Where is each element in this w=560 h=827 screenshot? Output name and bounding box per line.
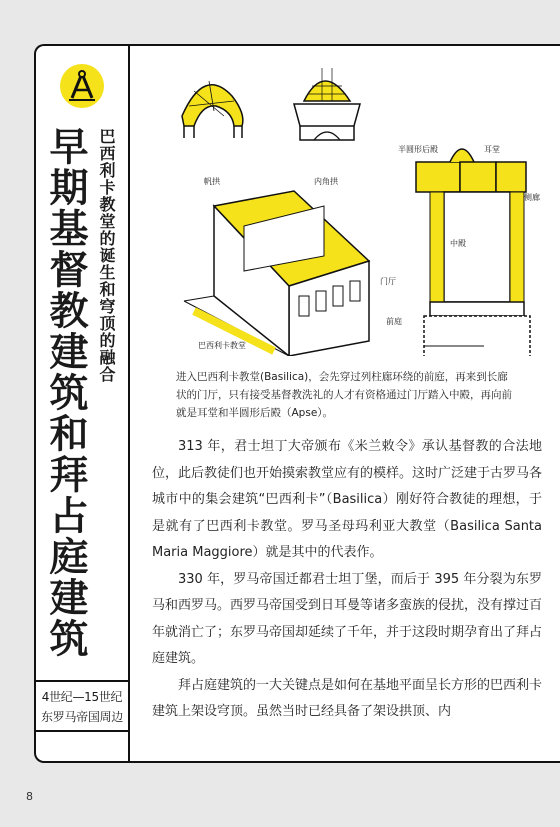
basilica-floor-plan — [416, 149, 530, 356]
figure-caption: 进入巴西利卡教堂(Basilica)，会先穿过列柱廊环绕的前庭，再来到长廊状的门厅，只有接受基督教洗礼的人才有资格通过门厅踏入中殿，再向前就是耳堂和半圆形后殿（Apse）。 — [176, 371, 512, 419]
page-frame — [34, 44, 560, 763]
era-period: 4世纪—15世纪 — [41, 690, 123, 704]
label-semicircle-apse: 半圆形后殿 — [398, 145, 438, 154]
chapter-title: 早期基督教建筑和拜占庭建筑 — [43, 126, 88, 659]
label-narthex: 门厅 — [380, 277, 396, 286]
dome-vault-sketch — [294, 68, 360, 140]
era-region: 东罗马帝国周边 — [41, 710, 123, 724]
era-box — [36, 680, 128, 732]
paragraph-3: 拜占庭建筑的一大关键点是如何在基地平面呈长方形的巴西利卡建筑上架设穹顶。虽然当时已经具备了架设拱顶、内 — [152, 677, 543, 719]
page-number: 8 — [26, 790, 33, 803]
label-dome-vault: 内角拱 — [314, 177, 338, 186]
label-basilica: 巴西利卡教堂 — [198, 341, 246, 350]
chapter-subtitle: 巴西利卡教堂的诞生和穹顶的融合 — [97, 128, 116, 383]
paragraph-1: 313 年，君士坦丁大帝颁布《米兰敕令》承认基督教的合法地位，此后教徒们也开始摸索教堂应有的模样。这时广泛建于古罗马各城市中的集会建筑“巴西利卡”（Basilica）刚好符合教徒的理想，于是就有了巴西利卡教堂。罗马圣母玛利亚大教堂（Basilica Santa Maria Maggiore）就是其中的代表作。 — [152, 439, 543, 560]
label-nave: 中殿 — [450, 239, 466, 248]
label-transept: 耳堂 — [484, 145, 500, 154]
label-atrium: 前庭 — [386, 317, 402, 326]
body-text — [152, 434, 542, 726]
label-aisle: 侧廊 — [524, 193, 540, 202]
paragraph-2: 330 年，罗马帝国迁都君士坦丁堡，而后于 395 年分裂为东罗马和西罗马。西罗马帝国受到日耳曼等诸多蛮族的侵扰，没有撑过百年就消亡了；东罗马帝国却延续了千年，并于这段时期孕育出了拜占庭建筑。 — [152, 571, 543, 666]
groin-vault-sketch — [182, 81, 243, 138]
basilica-perspective — [184, 191, 369, 356]
compass-badge-icon — [60, 64, 104, 108]
label-groin-vault: 帆拱 — [204, 177, 220, 186]
sidebar — [36, 46, 130, 761]
basilica-illustration — [154, 56, 544, 356]
